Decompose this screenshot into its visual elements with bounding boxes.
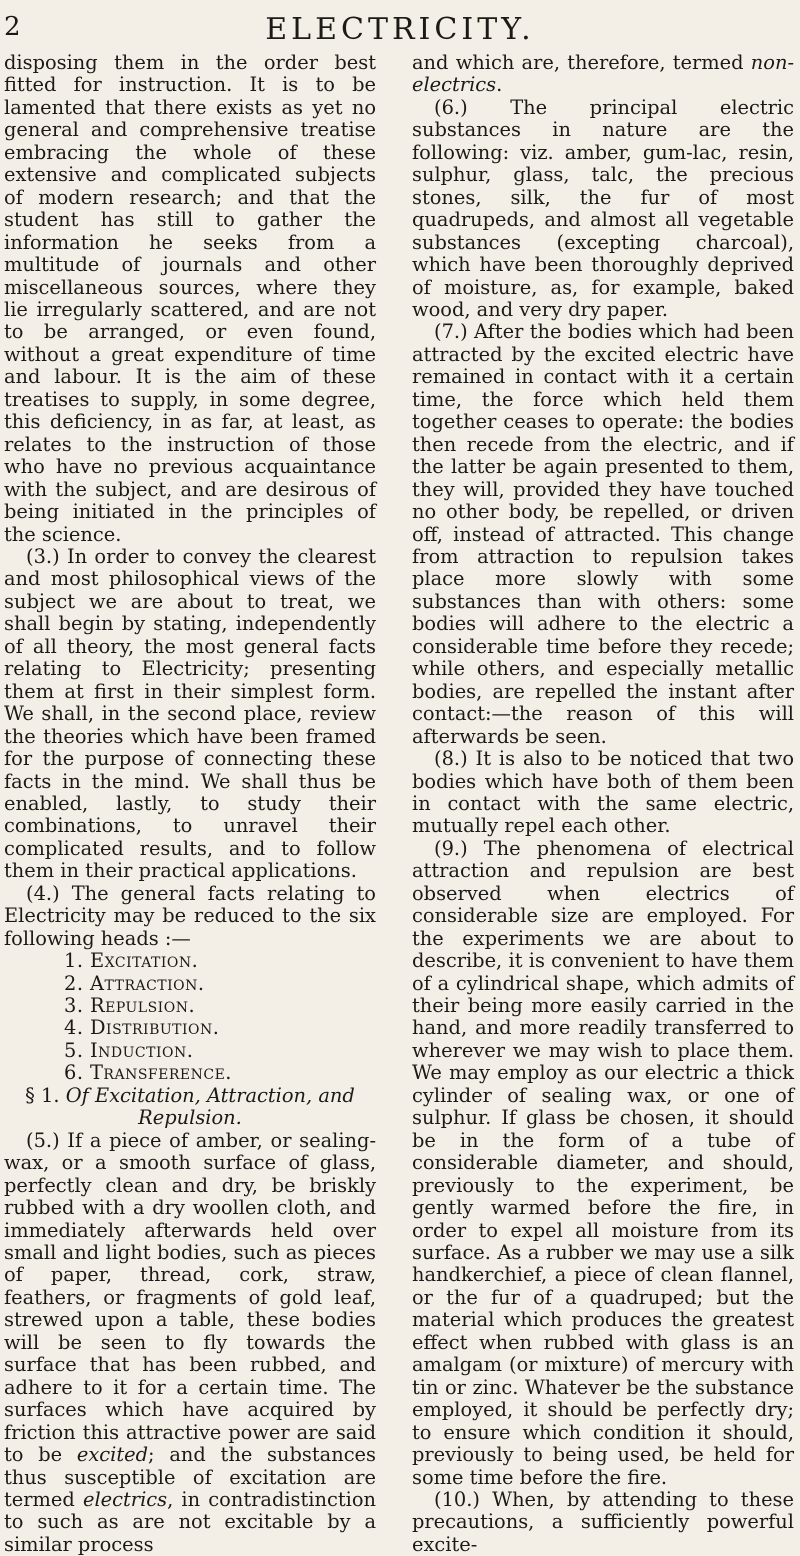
right-column — [412, 52, 794, 1556]
page-number: 2 — [4, 12, 22, 42]
list-item: 5. Induction. — [64, 1038, 194, 1062]
term-electrics: electrics — [83, 1488, 168, 1511]
list-item: 2. Attraction. — [64, 971, 205, 995]
list-item: 3. Repulsion. — [64, 994, 196, 1018]
running-head — [0, 6, 800, 56]
heads-list — [4, 950, 376, 1085]
list-item: 1. Excitation. — [64, 949, 199, 973]
paragraph-9: (9.) The phenomena of electrical attraction and repulsion are best observed when electrics of considerable size are employed. For the experiments we are about to describe, it is convenient to have them of a cylindrical shape, which admits of their being more easily carried in the hand, and more readily transferred to wherever we may wish to place them. We may employ as our electric a thick cylinder of sealing wax, or one of sulphur. If glass be chosen, it should be in the form of a tube of considerable diameter, and should, previously to the experiment, be gently warmed before the fire, in order to expel all moisture from its surface. As a rubber we may use a silk handkerchief, a piece of clean flannel, or the fur of a quadruped; but the material which produces the greatest effect when rubbed with glass is an amalgam (or mixture) of mercury with tin or zinc. Whatever be the substance employed, it should be perfectly dry; to ensure which condition it should, previously to being used, be held for some time before the fire. — [412, 836, 794, 1489]
section-title-line1: Of Excitation, Attraction, and — [65, 1083, 355, 1107]
list-item: 6. Transference. — [64, 1061, 232, 1085]
paragraph-5: (5.) If a piece of amber, or sealing-wax, or a smooth surface of glass, perfectly clean and dry, be briskly rubbed with a dry woollen cloth, and immediately afterwards held over small and light bodies, such as pieces of paper, thread, cork, straw, feathers, or fragments of gold leaf, strewed upon a table, these bodies will be seen to fly towards the surface that has been rubbed, and adhere to it for a certain time. The surfaces which have acquired by friction this attractive power are said to be excited; and the substances thus susceptible of excitation are termed electrics, in contradistinction to such as are not excitable by a similar process — [4, 1128, 377, 1556]
paragraph-8: (8.) It is also to be noticed that two bodies which have both of them been in contact with the same electric, mutually repel each other. — [412, 747, 794, 838]
paragraph-5-continued: and which are, therefore, termed non-electrics. — [412, 51, 794, 97]
running-title: ELECTRICITY. — [265, 12, 535, 47]
section-number: § 1. — [25, 1083, 60, 1107]
section-heading — [4, 1085, 376, 1130]
paragraph-3: (3.) In order to convey the clearest and most philosophical views of the subject we are about to treat, we shall begin by stating, independently of all theory, the most general facts relating to Electricity; presenting them at first in their simplest form. We shall, in the second place, review the theories which have been framed for the purpose of connecting these facts in the mind. We shall thus be enabled, lastly, to study their combinations, to unravel their complicated results, and to follow them in their practical applications. — [4, 544, 376, 883]
paragraph-10: (10.) When, by attending to these precautions, a sufficiently powerful excite- — [412, 1488, 794, 1556]
section-title-line2: Repulsion. — [138, 1106, 242, 1130]
left-column — [4, 52, 376, 1556]
paragraph-6: (6.) The principal electric substances in nature are the following: viz. amber, gum-lac, resin, sulphur, glass, talc, the precious stones, silk, the fur of most quadrupeds, and almost all vegetable substances (excepting charcoal), which have been thoroughly deprived of moisture, as, for example, baked wood, and very dry paper. — [412, 95, 794, 321]
list-item: 4. Distribution. — [64, 1016, 220, 1040]
paragraph-4: (4.) The general facts relating to Electricity may be reduced to the six following heads :— — [4, 881, 376, 950]
term-excited: excited — [76, 1443, 149, 1467]
term-non-electrics: non-electrics — [412, 51, 794, 97]
paragraph-7: (7.) After the bodies which had been attracted by the excited electric have remained in contact with it a certain time, the force which held them together ceases to operate: the bodies then recede from the electric, and if the latter be again presented to them, they will, provided they have touched no other body, be repelled, or driven off, instead of attracted. This change from attraction to repulsion takes place more slowly with some substances than with others: some bodies will adhere to the electric a considerable time before they recede; while others, and especially metallic bodies, are repelled the instant after contact:—the reason of this will afterwards be seen. — [412, 320, 794, 748]
paragraph-continuation: disposing them in the order best fitted for instruction. It is to be lamented that there exists as yet no general and comprehensive treatise embracing the whole of these extensive and complicated subjects of modern research; and that the student has still to gather the information he seeks from a multitude of journals and other miscellaneous sources, where they lie irregularly scattered, and are not to be arranged, or even found, without a great expenditure of time and labour. It is the aim of these treatises to supply, in some degree, this deficiency, in as far, at least, as relates to the instruction of those who have no previous acquaintance with the subject, and are desirous of being initiated in the principles of the science. — [4, 51, 376, 546]
